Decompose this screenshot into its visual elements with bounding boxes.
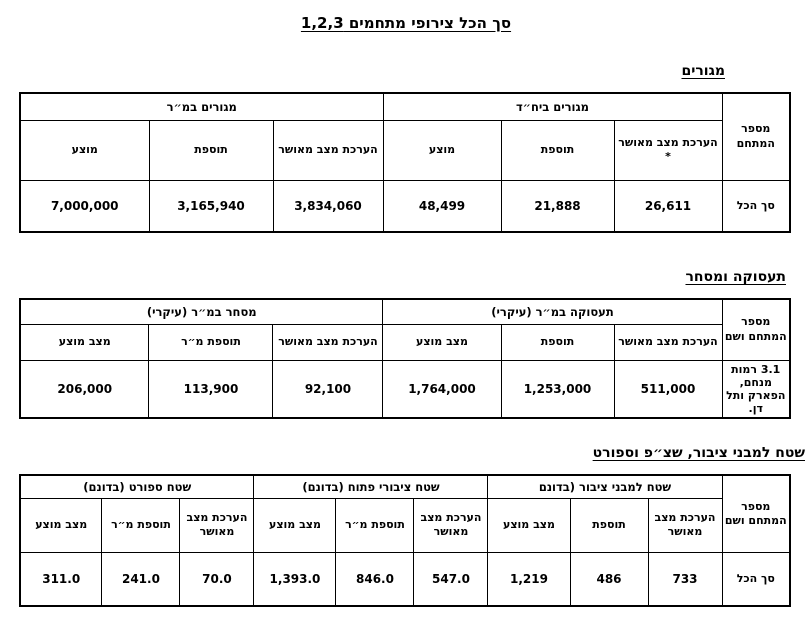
column-header-addition-sqm: תוספת מ״ר (102, 498, 180, 552)
group-header-residential-sqm: מגורים במ״ר (20, 93, 383, 120)
residential-table (19, 92, 791, 233)
column-header-proposed-state: מצב מוצע (254, 498, 336, 552)
data-cell: 733 (648, 552, 722, 606)
data-cell: 241.0 (102, 552, 180, 606)
column-header-addition: תוספת (149, 120, 273, 180)
column-header-proposed-state: מצב מוצע (20, 498, 102, 552)
column-header-approved-status: הערכת מצב מאושר (273, 120, 383, 180)
column-header-compound-number-and-name: מספר המתחם ושם (722, 475, 790, 552)
data-cell: 1,219 (488, 552, 570, 606)
row-label-total: סך הכל (722, 180, 790, 232)
data-cell: 70.0 (180, 552, 254, 606)
data-cell: 3,834,060 (273, 180, 383, 232)
column-header-addition-sqm: תוספת מ״ר (149, 324, 273, 360)
section-heading-public-areas: שטח למבני ציבור, שצ״פ וספורט (592, 445, 805, 462)
data-cell: 1,253,000 (501, 360, 614, 418)
column-header-proposed: מוצע (383, 120, 501, 180)
column-header-addition: תוספת (570, 498, 648, 552)
row-label-total: סך הכל (722, 552, 790, 606)
column-header-addition: תוספת (501, 120, 614, 180)
group-header-sport-area: שטח ספורט (בדונם) (20, 475, 254, 498)
section-public-areas (21, 445, 805, 607)
column-header-proposed-state: מצב מוצע (383, 324, 501, 360)
column-header-compound-number-and-name: מספר המתחם ושם (722, 299, 790, 360)
column-header-addition: תוספת (501, 324, 614, 360)
data-cell: 113,900 (149, 360, 273, 418)
column-header-approved-status: הערכת מצב מאושר * (614, 120, 722, 180)
group-header-commerce-sqm: מסחר במ״ר (עיקרי) (20, 299, 383, 324)
data-cell: 92,100 (273, 360, 383, 418)
public-areas-table (19, 474, 791, 607)
data-cell: 206,000 (20, 360, 149, 418)
data-cell: 311.0 (20, 552, 102, 606)
data-cell: 7,000,000 (20, 180, 149, 232)
page-title: סך הכל צירופי מתחמים 1,2,3 (300, 14, 512, 32)
data-cell: 846.0 (336, 552, 414, 606)
column-header-approved-status: הערכת מצב מאושר (648, 498, 722, 552)
group-header-open-public-area: שטח ציבורי פתוח (בדונם) (254, 475, 488, 498)
data-cell: 21,888 (501, 180, 614, 232)
data-cell: 486 (570, 552, 648, 606)
section-residential (21, 63, 791, 233)
group-header-employment-sqm: תעסוקה במ״ר (עיקרי) (383, 299, 722, 324)
data-cell: 511,000 (614, 360, 722, 418)
column-header-approved-status: הערכת מצב מאושר (180, 498, 254, 552)
group-header-public-buildings-area: שטח למבני ציבור (בדונם (488, 475, 722, 498)
data-cell: 1,393.0 (254, 552, 336, 606)
section-heading-employment-commerce: תעסוקה ומסחר (685, 269, 786, 285)
column-header-approved-status: הערכת מצב מאושר (414, 498, 488, 552)
column-header-approved-status: הערכת מצב מאושר (614, 324, 722, 360)
data-cell: 48,499 (383, 180, 501, 232)
group-header-residential-units: מגורים ביח״ד (383, 93, 722, 120)
column-header-proposed-state: מצב מוצע (20, 324, 149, 360)
data-cell: 547.0 (414, 552, 488, 606)
column-header-proposed: מוצע (20, 120, 149, 180)
section-employment-commerce (21, 269, 791, 419)
column-header-approved-status: הערכת מצב מאושר (273, 324, 383, 360)
data-cell: 1,764,000 (383, 360, 501, 418)
data-cell: 3,165,940 (149, 180, 273, 232)
data-cell: 26,611 (614, 180, 722, 232)
employment-commerce-table (19, 298, 791, 419)
row-label-compound: 3.1 רמות מנחם, הפארק ותל דן. (722, 360, 790, 418)
column-header-proposed-state: מצב מוצע (488, 498, 570, 552)
column-header-compound-number: מספר המתחם (722, 93, 790, 180)
column-header-addition-sqm: תוספת מ״ר (336, 498, 414, 552)
section-heading-residential: מגורים (681, 63, 725, 79)
